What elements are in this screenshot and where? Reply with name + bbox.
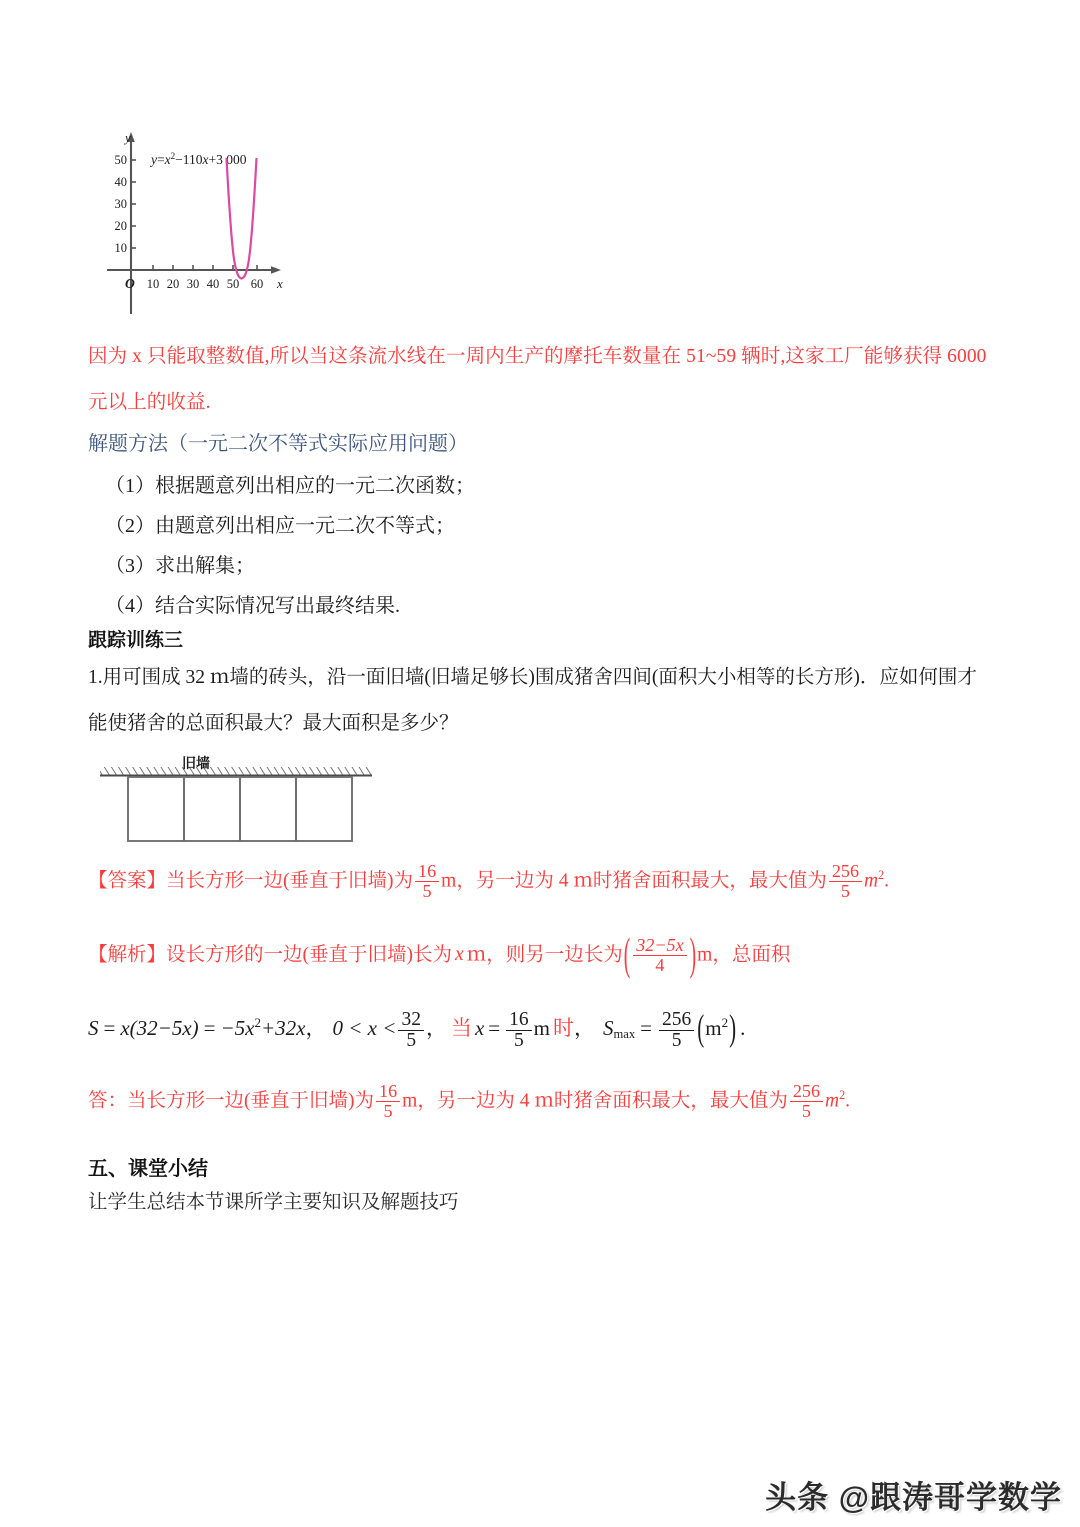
pen-2 bbox=[184, 777, 240, 841]
final-answer-frac1-num: 16 bbox=[379, 1081, 398, 1101]
y-tick-30: 30 bbox=[114, 197, 127, 211]
formula-period: . bbox=[740, 1016, 746, 1041]
practice-heading: 跟踪训练三 bbox=[88, 630, 184, 651]
old-wall-hatching bbox=[100, 767, 372, 775]
answer-period: . bbox=[884, 870, 890, 892]
pen-3 bbox=[240, 777, 296, 841]
method-step-1: （1）根据题意列出相应的一元二次函数； bbox=[105, 475, 475, 497]
method-step-2: （2）由题意列出相应一元二次不等式； bbox=[105, 515, 455, 537]
formula-smax-unit-exponent: 2 bbox=[721, 1014, 729, 1030]
x-tick-20: 20 bbox=[166, 277, 180, 291]
formula-expr-2-exponent: 2 bbox=[254, 1014, 262, 1030]
y-tick-50: 50 bbox=[114, 153, 127, 167]
formula-range-fraction bbox=[398, 1010, 424, 1051]
x-tick-10: 10 bbox=[146, 277, 160, 291]
analysis-fraction bbox=[633, 936, 686, 974]
analysis-frac-den: 4 bbox=[633, 955, 686, 975]
parabola-curve bbox=[227, 158, 257, 279]
conclusion-paragraph bbox=[88, 334, 1048, 426]
final-answer-unit-2: m bbox=[825, 1090, 840, 1112]
final-answer-unit-2-exponent: 2 bbox=[839, 1087, 846, 1102]
answer-seg-2: ，另一边为 4 ｍ时猪舍面积最大，最大值为 bbox=[456, 870, 827, 892]
parabola-figure bbox=[105, 118, 405, 318]
answer-fraction-16-5 bbox=[415, 862, 439, 900]
y-tick-labels bbox=[115, 153, 128, 255]
pen-4 bbox=[296, 777, 352, 841]
formula-when-den: 5 bbox=[506, 1030, 532, 1051]
formula-when-num: 16 bbox=[509, 1009, 529, 1030]
formula-comma-1: ， bbox=[305, 1016, 327, 1041]
pen-1 bbox=[128, 777, 184, 841]
answer-seg-1: 当长方形一边(垂直于旧墙)为 bbox=[166, 870, 414, 892]
y-axis-label: y bbox=[125, 130, 131, 145]
answer-frac1-num: 16 bbox=[418, 861, 437, 881]
formula-comma-3: ， bbox=[573, 1016, 595, 1041]
conclusion-line-1: 因为 x 只能取整数值,所以当这条流水线在一周内生产的摩托车数量在 51~59 辆时,这家工厂能够获得 6000 bbox=[88, 346, 987, 367]
old-wall-label: 旧墙 bbox=[182, 755, 210, 771]
final-answer-fraction-256-5 bbox=[790, 1082, 823, 1120]
y-tick-40: 40 bbox=[114, 175, 127, 189]
watermark: 头条 @跟涛哥学数学 bbox=[765, 1480, 1062, 1515]
final-answer-seg-2: ，另一边为 4 ｍ时猪舍面积最大，最大值为 bbox=[417, 1090, 788, 1112]
formula-smax-left-paren: ( bbox=[697, 1007, 705, 1050]
answer-unit-2-exponent: 2 bbox=[878, 867, 885, 882]
formula-when-equals: = bbox=[488, 1016, 501, 1041]
answer-unit-1: m bbox=[441, 870, 457, 892]
x-tick-50: 50 bbox=[226, 277, 240, 291]
formula-range-den: 5 bbox=[398, 1030, 424, 1051]
pig-pen-svg bbox=[92, 748, 392, 858]
formula-smax-num: 256 bbox=[662, 1009, 692, 1030]
final-answer-unit-1: m bbox=[402, 1090, 418, 1112]
formula-when-dang: 当 bbox=[450, 1016, 472, 1041]
formula-comma-2: ， bbox=[425, 1016, 447, 1041]
formula-range-num: 32 bbox=[401, 1009, 421, 1030]
formula-S: S bbox=[88, 1016, 99, 1041]
analysis-tag: 【解析】 bbox=[88, 944, 167, 966]
analysis-line bbox=[88, 931, 791, 982]
analysis-variable-x: x bbox=[455, 944, 464, 966]
formula-when-shi: 时 bbox=[552, 1016, 574, 1041]
analysis-frac-num: 32−5x bbox=[636, 935, 684, 955]
analysis-seg-2: ，则另一边长为 bbox=[486, 944, 623, 966]
formula-smax-fraction bbox=[659, 1010, 694, 1051]
origin-label: O bbox=[125, 276, 135, 291]
x-axis-label: x bbox=[277, 276, 283, 291]
analysis-left-paren: ( bbox=[623, 931, 631, 982]
method-heading: 解题方法（一元二次不等式实际应用问题） bbox=[88, 433, 468, 455]
formula-when-unit: m bbox=[533, 1016, 550, 1041]
formula-when-x: x bbox=[474, 1016, 485, 1041]
x-tick-60: 60 bbox=[250, 277, 264, 291]
analysis-seg-1: 设长方形的一边(垂直于旧墙)长为 bbox=[166, 944, 453, 966]
x-axis-arrow bbox=[271, 266, 281, 274]
practice-question-line-2: 能使猪舍的总面积最大？最大面积是多少？ bbox=[88, 713, 459, 734]
analysis-right-paren: ) bbox=[689, 931, 697, 982]
pig-pen-diagram bbox=[92, 748, 392, 858]
final-answer-line bbox=[88, 1082, 850, 1120]
formula-when-fraction bbox=[506, 1010, 532, 1051]
final-answer-tag: 答： bbox=[88, 1090, 128, 1112]
formula-equals-1: = bbox=[103, 1016, 116, 1041]
parabola-svg bbox=[105, 118, 405, 318]
final-answer-period: . bbox=[845, 1090, 851, 1112]
analysis-seg-3: ，总面积 bbox=[712, 944, 791, 966]
final-answer-frac2-num: 256 bbox=[792, 1081, 821, 1101]
answer-line bbox=[88, 862, 889, 900]
x-tick-labels bbox=[147, 277, 264, 291]
answer-unit-2: m bbox=[864, 870, 879, 892]
summary-body: 让学生总结本节课所学主要知识及解题技巧 bbox=[88, 1192, 459, 1213]
method-step-4: （4）结合实际情况写出最终结果. bbox=[105, 595, 400, 617]
analysis-unit-after: m bbox=[697, 944, 713, 966]
main-formula-line bbox=[88, 1007, 746, 1051]
final-answer-frac1-den: 5 bbox=[376, 1101, 400, 1121]
formula-smax-right-paren: ) bbox=[729, 1007, 737, 1050]
formula-smax-den: 5 bbox=[659, 1030, 694, 1051]
answer-frac2-den: 5 bbox=[829, 881, 862, 901]
formula-equals-2: = bbox=[203, 1016, 216, 1041]
pen-rectangles bbox=[128, 777, 352, 841]
y-tick-10: 10 bbox=[114, 241, 127, 255]
formula-range-prefix: 0 < x < bbox=[332, 1016, 397, 1041]
x-tick-40: 40 bbox=[206, 277, 220, 291]
formula-smax-equals: = bbox=[640, 1016, 653, 1041]
formula-expr-2a: −5x bbox=[220, 1016, 255, 1041]
final-answer-seg-1: 当长方形一边(垂直于旧墙)为 bbox=[127, 1090, 375, 1112]
practice-question-line-1: 1.用可围成 32 ｍ墙的砖头，沿一面旧墙(旧墙足够长)围成猪舍四间(面积大小相等的长方形)．应如何围才 bbox=[88, 667, 977, 688]
formula-smax-unit: m bbox=[705, 1016, 722, 1041]
answer-frac2-num: 256 bbox=[831, 861, 860, 881]
answer-tag: 【答案】 bbox=[88, 870, 167, 892]
formula-expr-2b: +32x bbox=[261, 1016, 306, 1041]
equation-annotation: $y=x^2-110x+3$ 000 bbox=[151, 151, 247, 167]
formula-smax-S: S bbox=[602, 1016, 614, 1041]
conclusion-line-2: 元以上的收益. bbox=[88, 392, 211, 413]
method-step-3: （3）求出解集； bbox=[105, 555, 255, 577]
summary-heading: 五、课堂小结 bbox=[88, 1158, 208, 1180]
answer-fraction-256-5 bbox=[829, 862, 862, 900]
formula-smax-subscript: max bbox=[613, 1026, 636, 1041]
x-tick-30: 30 bbox=[186, 277, 200, 291]
analysis-unit-m: ｍ bbox=[466, 944, 487, 966]
answer-frac1-den: 5 bbox=[415, 881, 439, 901]
final-answer-fraction-16-5 bbox=[376, 1082, 400, 1120]
formula-expr-1: x(32−5x) bbox=[120, 1016, 199, 1041]
y-tick-20: 20 bbox=[114, 219, 127, 233]
final-answer-frac2-den: 5 bbox=[790, 1101, 823, 1121]
